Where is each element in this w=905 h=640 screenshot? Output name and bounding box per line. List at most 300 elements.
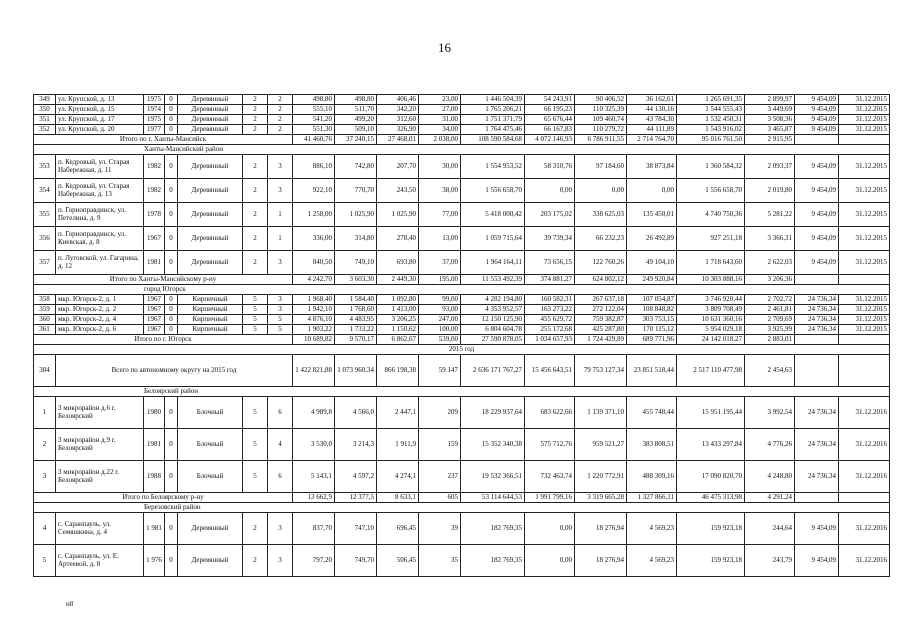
value-cell: 1 556 658,70: [677, 179, 745, 203]
row-number-cell: 4: [34, 513, 56, 545]
value-cell: 749,70: [335, 545, 377, 577]
value-cell: 1 544 555,43: [677, 105, 745, 115]
value-cell: 1 025,90: [335, 203, 377, 227]
grand-total-label: Всего по автономному округу на 2015 год: [56, 355, 293, 387]
value-cell: 1 265 691,35: [677, 95, 745, 105]
value-cell: 44 130,16: [627, 105, 677, 115]
grand-total-row: [34, 355, 890, 387]
value-cell: 237: [419, 461, 461, 493]
address-cell: с. Саранпауль, ул. Семяшкина, д. 4: [56, 513, 144, 545]
empty-cell: [839, 355, 890, 387]
value-cell: 4 740 750,36: [677, 203, 745, 227]
address-cell: п. Луговской, ул. Гагарина, д. 12: [56, 251, 144, 275]
year-cell: 1967: [144, 295, 165, 305]
value-cell: 2 461,81: [745, 305, 795, 315]
value-cell: 488 309,16: [627, 461, 677, 493]
value-cell: 1 092,80: [377, 295, 419, 305]
value-cell: 1 025,90: [377, 203, 419, 227]
year-cell: 1 981: [144, 513, 165, 545]
floors-cell: 2: [243, 545, 268, 577]
value-cell: 539,00: [419, 335, 461, 345]
value-cell: 58 310,76: [525, 155, 575, 179]
value-cell: 1 764 475,46: [461, 125, 525, 135]
value-cell: 9 454,09: [795, 203, 839, 227]
value-cell: 163 273,22: [525, 305, 575, 315]
value-cell: 498,80: [293, 95, 335, 105]
value-cell: 1 724 429,89: [575, 335, 627, 345]
value-cell: 37 240,15: [335, 135, 377, 145]
value-cell: 1 556 658,70: [461, 179, 525, 203]
value-cell: 9 454,09: [795, 125, 839, 135]
value-cell: 23,00: [419, 95, 461, 105]
floors-cell: 5: [243, 325, 268, 335]
empty-cell: [839, 493, 890, 503]
value-cell: 2 915,95: [745, 135, 795, 145]
value-cell: 24 142 018,27: [677, 335, 745, 345]
value-cell: 3 214,3: [335, 429, 377, 461]
value-cell: 5 281,22: [745, 203, 795, 227]
value-cell: 267 637,18: [575, 295, 627, 305]
value-cell: 742,80: [335, 155, 377, 179]
flag-cell: 0: [165, 105, 178, 115]
value-cell: 38,00: [419, 179, 461, 203]
value-cell: 2 093,37: [745, 155, 795, 179]
value-cell: 1 327 866,11: [627, 493, 677, 503]
value-cell: 31.12.2015: [839, 305, 890, 315]
entrances-cell: 2: [268, 125, 293, 135]
floors-cell: 2: [243, 155, 268, 179]
entrances-cell: 5: [268, 315, 293, 325]
value-cell: 9 454,09: [795, 95, 839, 105]
entrances-cell: 2: [268, 115, 293, 125]
value-cell: 3 366,31: [745, 227, 795, 251]
value-cell: 406,46: [377, 95, 419, 105]
table-row: [34, 397, 890, 429]
value-cell: 4 242,70: [293, 275, 335, 285]
value-cell: 10 303 888,16: [677, 275, 745, 285]
material-cell: Блочный: [178, 461, 243, 493]
value-cell: 1 554 953,52: [461, 155, 525, 179]
year-cell: 1967: [144, 325, 165, 335]
value-cell: 4 483,95: [335, 315, 377, 325]
value-cell: 3 809 708,49: [677, 305, 745, 315]
floors-cell: 5: [243, 295, 268, 305]
value-cell: 1 220 772,91: [575, 461, 627, 493]
value-cell: 506,45: [377, 545, 419, 577]
value-cell: 1 903,22: [293, 325, 335, 335]
value-cell: 73 656,15: [525, 251, 575, 275]
value-cell: 886,10: [293, 155, 335, 179]
address-cell: п. Горноправдинск, ул. Киевская, д. 8: [56, 227, 144, 251]
value-cell: 24 736,34: [795, 461, 839, 493]
row-number-cell: 355: [34, 203, 56, 227]
value-cell: 66 167,83: [525, 125, 575, 135]
empty-cell: [795, 135, 839, 145]
value-cell: 31.12.2015: [839, 203, 890, 227]
value-cell: 247,00: [419, 315, 461, 325]
row-number-cell: 1: [34, 397, 56, 429]
value-cell: 13,00: [419, 227, 461, 251]
value-cell: 2 449,30: [377, 275, 419, 285]
subtotal-row: [34, 275, 890, 285]
table-row: [34, 203, 890, 227]
subtotal-label: Итого по г. Югорск: [34, 335, 293, 345]
section-header-row: [34, 503, 890, 513]
value-cell: 1 751 371,79: [461, 115, 525, 125]
value-cell: 31.12.2015: [839, 251, 890, 275]
floors-cell: 2: [243, 513, 268, 545]
value-cell: 1 718 643,60: [677, 251, 745, 275]
row-number-cell: 353: [34, 155, 56, 179]
address-cell: мкр. Югорск-2, д. 6: [56, 325, 144, 335]
value-cell: 79 753 127,34: [575, 355, 627, 387]
address-cell: мкр. Югорск-2, д. 4: [56, 315, 144, 325]
entrances-cell: 3: [268, 305, 293, 315]
address-cell: п. Горноправдинск, ул. Петелина, д. 9: [56, 203, 144, 227]
value-cell: 43 784,30: [627, 115, 677, 125]
value-cell: 374 881,27: [525, 275, 575, 285]
value-cell: 159 923,18: [677, 545, 745, 577]
flag-cell: 0: [165, 203, 178, 227]
floors-cell: 2: [243, 105, 268, 115]
value-cell: 17 090 820,70: [677, 461, 745, 493]
flag-cell: 0: [165, 429, 178, 461]
value-cell: 4 569,23: [627, 513, 677, 545]
material-cell: Деревянный: [178, 155, 243, 179]
address-cell: мкр. Югорск-2, д. 2: [56, 305, 144, 315]
floors-cell: 2: [243, 251, 268, 275]
value-cell: 4 597,2: [335, 461, 377, 493]
row-number-cell: 2: [34, 429, 56, 461]
subtotal-label: Итого по Ханты-Мансийскому р-ну: [34, 275, 293, 285]
floors-cell: 2: [243, 125, 268, 135]
value-cell: 249 920,84: [627, 275, 677, 285]
year-cell: 1978: [144, 203, 165, 227]
value-cell: 696,45: [377, 513, 419, 545]
row-number-cell: 359: [34, 305, 56, 315]
value-cell: 1 150,62: [377, 325, 419, 335]
flag-cell: 0: [165, 251, 178, 275]
value-cell: 759 382,87: [575, 315, 627, 325]
value-cell: 207,70: [377, 155, 419, 179]
table-row: [34, 429, 890, 461]
flag-cell: 0: [165, 513, 178, 545]
empty-cell: [839, 335, 890, 345]
value-cell: 1 768,60: [335, 305, 377, 315]
value-cell: 107 054,87: [627, 295, 677, 305]
row-number-cell: 5: [34, 545, 56, 577]
address-cell: мкр. Югорск-2, д. 1: [56, 295, 144, 305]
value-cell: 3 319 665,28: [575, 493, 627, 503]
table-row: [34, 155, 890, 179]
floors-cell: 2: [243, 115, 268, 125]
value-cell: 9 454,09: [795, 155, 839, 179]
empty-cell: [795, 275, 839, 285]
value-cell: 12 377,5: [335, 493, 377, 503]
value-cell: 30,00: [419, 155, 461, 179]
value-cell: 65 676,44: [525, 115, 575, 125]
value-cell: 1 258,00: [293, 203, 335, 227]
value-cell: 3 206,36: [745, 275, 795, 285]
value-cell: 31.12.2015: [839, 179, 890, 203]
year-cell: 1 976: [144, 545, 165, 577]
material-cell: Деревянный: [178, 545, 243, 577]
value-cell: 4 072 146,93: [525, 135, 575, 145]
value-cell: 31.12.2015: [839, 105, 890, 115]
value-cell: 31.12.2015: [839, 115, 890, 125]
value-cell: 109 460,74: [575, 115, 627, 125]
year-cell: 1967: [144, 305, 165, 315]
value-cell: 9 454,09: [795, 115, 839, 125]
value-cell: 39: [419, 513, 461, 545]
entrances-cell: 3: [268, 251, 293, 275]
value-cell: 122 760,26: [575, 251, 627, 275]
value-cell: 13 662,9: [293, 493, 335, 503]
value-cell: 31.12.2016: [839, 429, 890, 461]
empty-cell: [839, 275, 890, 285]
value-cell: 4 776,26: [745, 429, 795, 461]
value-cell: 605: [419, 493, 461, 503]
value-cell: 3 603,30: [335, 275, 377, 285]
year-cell: 1980: [144, 397, 165, 429]
value-cell: 10 689,82: [293, 335, 335, 345]
table-row: [34, 305, 890, 315]
row-number-cell: 384: [34, 355, 56, 387]
value-cell: 3 746 920,44: [677, 295, 745, 305]
year-cell: 1988: [144, 461, 165, 493]
value-cell: 303 753,15: [627, 315, 677, 325]
empty-cell: [839, 135, 890, 145]
entrances-cell: 6: [268, 397, 293, 429]
value-cell: 15 352 340,38: [461, 429, 525, 461]
value-cell: 624 802,12: [575, 275, 627, 285]
value-cell: 338 625,03: [575, 203, 627, 227]
value-cell: 683 622,66: [525, 397, 575, 429]
value-cell: 31.12.2015: [839, 295, 890, 305]
value-cell: 15 456 643,51: [525, 355, 575, 387]
value-cell: 509,10: [335, 125, 377, 135]
value-cell: 555,10: [293, 105, 335, 115]
value-cell: 31.12.2016: [839, 513, 890, 545]
flag-cell: 0: [165, 325, 178, 335]
entrances-cell: 3: [268, 513, 293, 545]
value-cell: 53 114 644,53: [461, 493, 525, 503]
value-cell: 0,00: [525, 179, 575, 203]
material-cell: Кирпичный: [178, 305, 243, 315]
value-cell: 1 964 164,11: [461, 251, 525, 275]
value-cell: 4 282 194,80: [461, 295, 525, 305]
value-cell: 160 582,31: [525, 295, 575, 305]
value-cell: 927 251,18: [677, 227, 745, 251]
flag-cell: 0: [165, 125, 178, 135]
flag-cell: 0: [165, 461, 178, 493]
value-cell: 959 521,27: [575, 429, 627, 461]
value-cell: 35: [419, 545, 461, 577]
value-cell: 1 543 916,02: [677, 125, 745, 135]
table-row: [34, 179, 890, 203]
value-cell: 4 274,1: [377, 461, 419, 493]
value-cell: 1 733,22: [335, 325, 377, 335]
address-cell: ул. Крупской, д. 15: [56, 105, 144, 115]
value-cell: 23 851 518,44: [627, 355, 677, 387]
value-cell: 3 465,87: [745, 125, 795, 135]
value-cell: 19 532 366,51: [461, 461, 525, 493]
value-cell: 1 413,00: [377, 305, 419, 315]
address-cell: ул. Крупской, д. 13: [56, 95, 144, 105]
value-cell: 2 702,72: [745, 295, 795, 305]
value-cell: 4 569,23: [627, 545, 677, 577]
entrances-cell: 1: [268, 227, 293, 251]
material-cell: Блочный: [178, 429, 243, 461]
row-number-cell: 360: [34, 315, 56, 325]
entrances-cell: 3: [268, 545, 293, 577]
value-cell: 209: [419, 397, 461, 429]
value-cell: 3 508,36: [745, 115, 795, 125]
value-cell: 336,00: [293, 227, 335, 251]
material-cell: Деревянный: [178, 227, 243, 251]
material-cell: Кирпичный: [178, 295, 243, 305]
value-cell: 1 139 371,10: [575, 397, 627, 429]
section-header-row: [34, 145, 890, 155]
year-cell: 1967: [144, 315, 165, 325]
entrances-cell: 5: [268, 325, 293, 335]
year-cell: 1981: [144, 251, 165, 275]
material-cell: Деревянный: [178, 105, 243, 115]
value-cell: 90 406,52: [575, 95, 627, 105]
value-cell: 314,80: [335, 227, 377, 251]
year-cell: 1975: [144, 95, 165, 105]
value-cell: 26 492,89: [627, 227, 677, 251]
table-row: [34, 125, 890, 135]
flag-cell: 0: [165, 305, 178, 315]
section-title: город Югорск: [34, 285, 890, 295]
value-cell: 135 450,01: [627, 203, 677, 227]
subtotal-label: Итого по Белоярскому р-ну: [34, 493, 293, 503]
value-cell: 34,00: [419, 125, 461, 135]
value-cell: 689 771,96: [627, 335, 677, 345]
housing-register-table: [33, 94, 890, 577]
floors-cell: 5: [243, 315, 268, 325]
value-cell: 10 631 360,16: [677, 315, 745, 325]
value-cell: 6 804 604,78: [461, 325, 525, 335]
table-row: [34, 315, 890, 325]
value-cell: 1 360 584,32: [677, 155, 745, 179]
value-cell: 575 712,76: [525, 429, 575, 461]
value-cell: 541,20: [293, 115, 335, 125]
value-cell: 159: [419, 429, 461, 461]
value-cell: 13 433 297,84: [677, 429, 745, 461]
value-cell: 455 629,72: [525, 315, 575, 325]
value-cell: 108 590 584,68: [461, 135, 525, 145]
value-cell: 36 162,61: [627, 95, 677, 105]
value-cell: 840,50: [293, 251, 335, 275]
value-cell: 31.12.2016: [839, 545, 890, 577]
value-cell: 4 566,0: [335, 397, 377, 429]
material-cell: Деревянный: [178, 513, 243, 545]
row-number-cell: 356: [34, 227, 56, 251]
material-cell: Деревянный: [178, 179, 243, 203]
value-cell: 159 923,18: [677, 513, 745, 545]
material-cell: Блочный: [178, 397, 243, 429]
row-number-cell: 357: [34, 251, 56, 275]
value-cell: 44 111,89: [627, 125, 677, 135]
value-cell: 3 925,99: [745, 325, 795, 335]
value-cell: 455 748,44: [627, 397, 677, 429]
value-cell: 4 291,24: [745, 493, 795, 503]
value-cell: 31.12.2015: [839, 125, 890, 135]
value-cell: 41 460,76: [293, 135, 335, 145]
value-cell: 255 172,68: [525, 325, 575, 335]
flag-cell: 0: [165, 397, 178, 429]
value-cell: 18 229 937,64: [461, 397, 525, 429]
value-cell: 3 530,0: [293, 429, 335, 461]
footer-mark: н8: [66, 600, 74, 608]
table-row: [34, 251, 890, 275]
value-cell: 6 862,67: [377, 335, 419, 345]
page-number: 16: [438, 40, 451, 55]
value-cell: 11 553 492,39: [461, 275, 525, 285]
entrances-cell: 2: [268, 105, 293, 115]
value-cell: 1 059 715,64: [461, 227, 525, 251]
value-cell: 2 714 764,70: [627, 135, 677, 145]
value-cell: 312,60: [377, 115, 419, 125]
value-cell: 31.12.2015: [839, 325, 890, 335]
floors-cell: 5: [243, 397, 268, 429]
value-cell: 732 463,74: [525, 461, 575, 493]
value-cell: 18 276,94: [575, 545, 627, 577]
year-cell: 1977: [144, 125, 165, 135]
floors-cell: 5: [243, 429, 268, 461]
value-cell: 749,10: [335, 251, 377, 275]
value-cell: 31.12.2015: [839, 227, 890, 251]
flag-cell: 0: [165, 545, 178, 577]
value-cell: 551,30: [293, 125, 335, 135]
empty-cell: [795, 335, 839, 345]
value-cell: 4 876,10: [293, 315, 335, 325]
value-cell: 31.12.2015: [839, 95, 890, 105]
value-cell: 5 418 000,42: [461, 203, 525, 227]
value-cell: 866 198,38: [377, 355, 419, 387]
table-row: [34, 115, 890, 125]
value-cell: 182 769,35: [461, 513, 525, 545]
entrances-cell: 6: [268, 461, 293, 493]
year-cell: 1981: [144, 429, 165, 461]
value-cell: 195,00: [419, 275, 461, 285]
material-cell: Деревянный: [178, 203, 243, 227]
value-cell: 100,00: [419, 325, 461, 335]
address-cell: 3 микрорайон д.9 г. Белоярский: [56, 429, 144, 461]
year-header-row: [34, 345, 890, 355]
value-cell: 170 115,12: [627, 325, 677, 335]
value-cell: 1 911,9: [377, 429, 419, 461]
value-cell: 243,50: [377, 179, 419, 203]
flag-cell: 0: [165, 95, 178, 105]
value-cell: 9 454,09: [795, 105, 839, 115]
value-cell: 272 122,04: [575, 305, 627, 315]
flag-cell: 0: [165, 155, 178, 179]
value-cell: 31.12.2015: [839, 155, 890, 179]
table-row: [34, 545, 890, 577]
value-cell: 8 633,1: [377, 493, 419, 503]
value-cell: 425 287,80: [575, 325, 627, 335]
value-cell: 922,10: [293, 179, 335, 203]
floors-cell: 2: [243, 95, 268, 105]
value-cell: 27 468,01: [377, 135, 419, 145]
row-number-cell: 350: [34, 105, 56, 115]
value-cell: 498,80: [335, 95, 377, 105]
row-number-cell: 354: [34, 179, 56, 203]
material-cell: Деревянный: [178, 95, 243, 105]
